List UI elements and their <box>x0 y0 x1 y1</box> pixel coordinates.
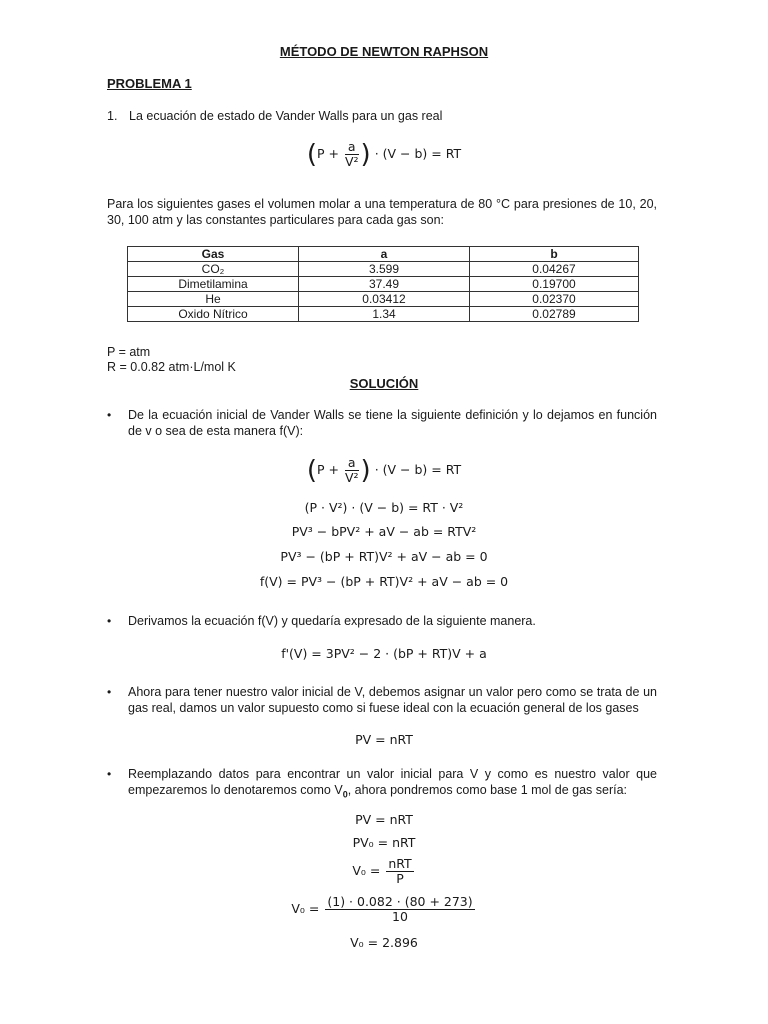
fraction-numerator: a <box>345 456 359 471</box>
ideal-gas-equation: PV = nRT <box>355 732 413 747</box>
subscript-zero: 0 <box>342 789 348 800</box>
initial-line-5: V₀ = 2.896 <box>350 935 418 950</box>
equation-lhs: V₀ = <box>291 901 320 916</box>
cell-a: 0.03412 <box>299 292 470 307</box>
bullet-text: Derivamos la ecuación f(V) y quedaría expresado de la siguiente manera. <box>128 614 536 628</box>
header-a: a <box>299 247 470 262</box>
eq-rest: · (V − b) = RT <box>374 462 462 477</box>
fraction-a-v2 <box>345 456 359 485</box>
bullet-text: De la ecuación inicial de Vander Walls se tiene la siguiente definición y lo dejamos en función de v o sea de esta manera f(V): <box>128 408 657 438</box>
fraction-denominator: 10 <box>392 909 408 924</box>
bullet-1 <box>107 407 657 439</box>
equation-vdw-repeat: (P + $\frac{a}{\text{V²}}$ ) · (V − b) = RT <box>306 455 462 486</box>
bullet-text <box>128 766 657 803</box>
eq-p: P + <box>317 146 339 161</box>
bullet-text-part: , ahora pondremos como base 1 mol de gas sería: <box>347 783 628 797</box>
item-number: 1. <box>107 109 118 123</box>
table-row <box>128 307 639 322</box>
equation-lhs: V₀ = <box>352 863 381 878</box>
problem-heading: PROBLEMA 1 <box>107 76 192 91</box>
cell-b: 0.04267 <box>470 262 639 277</box>
bullet-dot: • <box>107 408 112 422</box>
intro-paragraph: Para los siguientes gases el volumen molar a una temperatura de 80 °C para presiones de 10, 20, 30, 100 atm y las constantes particulares para cada gas son: <box>107 197 657 227</box>
cell-gas: He <box>128 292 299 307</box>
equation-vdw: (P + $\frac{a}{\text{V²}}$ ) · (V − b) = RT <box>306 139 462 170</box>
cell-a: 1.34 <box>299 307 470 322</box>
cell-b: 0.02789 <box>470 307 639 322</box>
units-block <box>107 345 236 375</box>
table-row <box>128 277 639 292</box>
solution-heading: SOLUCIÓN <box>349 376 419 391</box>
bullet-3 <box>107 684 657 716</box>
derivative-equation: f'(V) = 3PV² − 2 · (bP + RT)V + a <box>281 646 487 661</box>
table-header-row <box>128 247 639 262</box>
bullet-text-part: Reemplazando datos para encontrar un valor inicial para V y como es nuestro valor que empezaremos lo denotaremos como V <box>128 767 657 797</box>
item-1 <box>107 109 442 123</box>
derivation-line-4: PV³ − (bP + RT)V² + aV − ab = 0 <box>280 549 488 564</box>
fraction-numerator: (1) · 0.082 · (80 + 273) <box>327 894 473 909</box>
gas-constants-table <box>127 246 639 322</box>
header-b: b <box>470 247 639 262</box>
initial-line-2: PV₀ = nRT <box>352 835 416 850</box>
derivation-line-5: f(V) = PV³ − (bP + RT)V² + aV − ab = 0 <box>259 574 509 589</box>
fraction-numerator: nRT <box>388 856 412 871</box>
cell-gas: CO₂ <box>128 262 299 277</box>
units-p: P = atm <box>107 345 151 359</box>
fraction-denominator: V² <box>344 470 359 485</box>
cell-b: 0.19700 <box>470 277 639 292</box>
item-text: La ecuación de estado de Vander Walls para un gas real <box>129 109 443 123</box>
bullet-dot: • <box>107 685 112 699</box>
cell-gas: Oxido Nítrico <box>128 307 299 322</box>
cell-b: 0.02370 <box>470 292 639 307</box>
fraction-numeric <box>325 895 474 924</box>
units-r: R = 0.0.82 atm·L/mol K <box>107 360 236 374</box>
fraction-numerator: a <box>345 140 359 155</box>
fraction-denominator: P <box>396 871 404 886</box>
cell-gas: Dimetilamina <box>128 277 299 292</box>
eq-rest: · (V − b) = RT <box>374 146 462 161</box>
derivation-line-3: PV³ − bPV² + aV − ab = RTV² <box>291 524 477 539</box>
derivation-line-2: (P · V²) · (V − b) = RT · V² <box>304 500 464 515</box>
initial-line-4 <box>0 895 768 924</box>
page-title: MÉTODO DE NEWTON RAPHSON <box>279 44 489 59</box>
bullet-4 <box>107 766 657 803</box>
bullet-text: Ahora para tener nuestro valor inicial de V, debemos asignar un valor pero como se trata de un gas real, damos un valor supuesto como si fuese ideal con la ecuación general de los gases <box>128 685 657 715</box>
table-row <box>128 262 639 277</box>
bullet-dot: • <box>107 767 112 781</box>
fraction-nrt-p <box>386 857 413 886</box>
cell-a: 3.599 <box>299 262 470 277</box>
initial-line-1: PV = nRT <box>355 812 413 827</box>
initial-line-3 <box>0 857 768 886</box>
bullet-2 <box>107 613 657 629</box>
fraction-denominator: V² <box>344 154 359 169</box>
table-row <box>128 292 639 307</box>
cell-a: 37.49 <box>299 277 470 292</box>
bullet-dot: • <box>107 614 112 628</box>
eq-p: P + <box>317 462 339 477</box>
header-gas: Gas <box>128 247 299 262</box>
fraction-a-v2 <box>345 140 359 169</box>
